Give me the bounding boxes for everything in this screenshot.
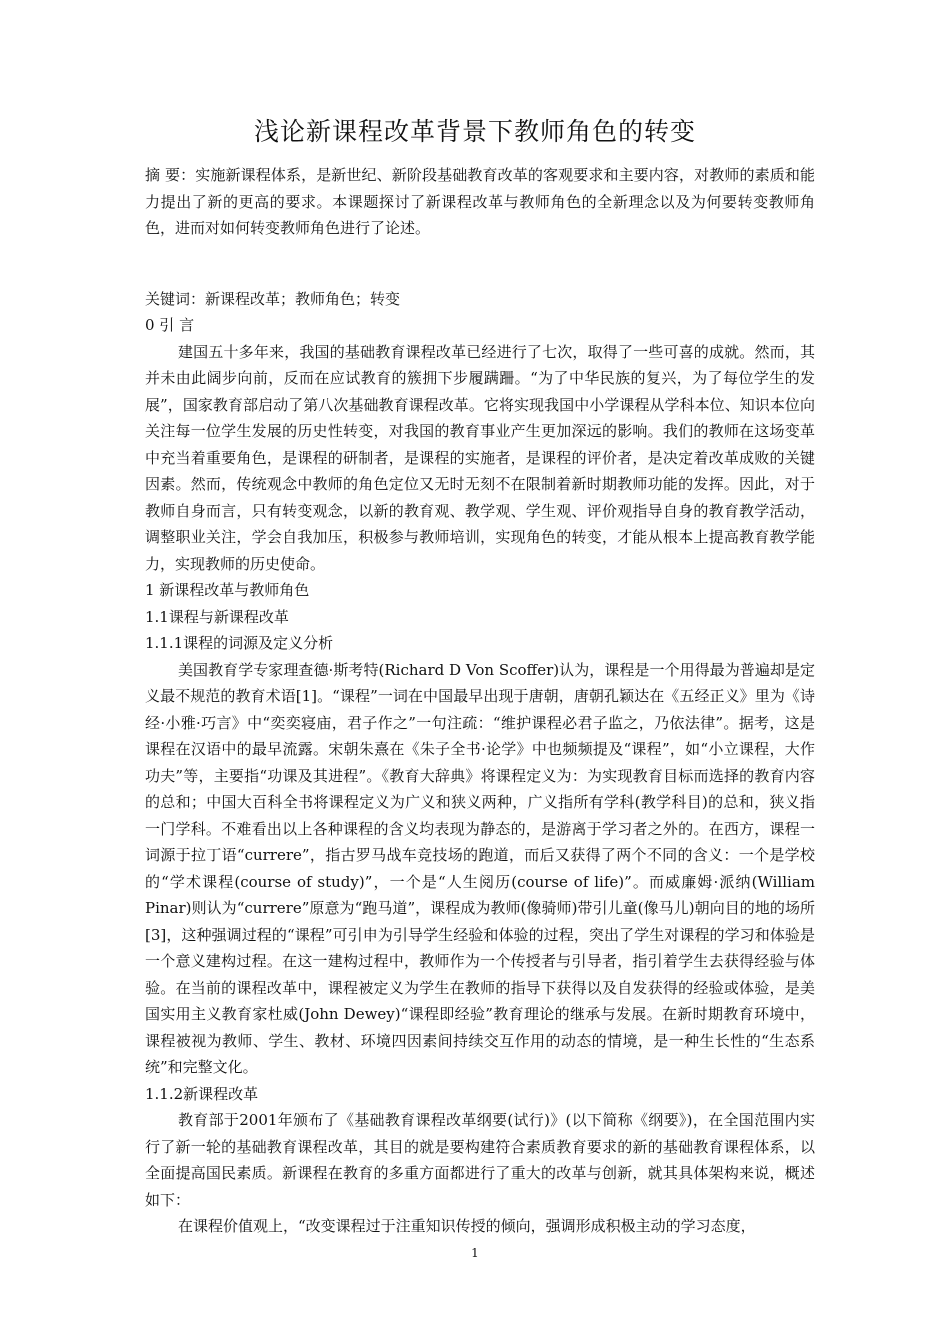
reform-paragraph: 教育部于2001年颁布了《基础教育课程改革纲要(试行)》(以下简称《纲要》)，在全国范围内实行了新一轮的基础教育课程改革，其目的就是要构建符合素质教育要求的新的基础教育课程体系，以全面提高国民素质。新课程在教育的多重方面都进行了重大的改革与创新，就其具体架构来说，概述如下： bbox=[145, 1111, 815, 1209]
curriculum-definition-paragraph: 美国教育学专家理查德·斯考特(Richard D Von Scoffer)认为，课程是一个用得最为普遍却是定义最不规范的教育术语[1]。“课程”一词在中国最早出现于唐朝，唐朝孔颖达在《五经正义》里为《诗经·小雅·巧言》中“奕奕寝庙，君子作之”一句注疏：“维护课程必君子监之，乃依法律”。据考，这是课程在汉语中的最早流露。宋朝朱熹在《朱子全书·论学》中也频频提及“课程”，如“小立课程，大作功夫”等，主要指“功课及其进程”。《教育大辞典》将课程定义为：为实现教育目标而选择的教育内容的总和；中国大百科全书将课程定义为广义和狭义两种，广义指所有学科(教学科目)的总和，狭义指一门学科。不难看出以上各种课程的含义均表现为静态的，是游离于学习者之外的。在西方，课程一词源于拉丁语“currere”，指古罗马战车竞技场的跑道，而后又获得了两个不同的含义：一个是学校的“学术课程(course of study)”，一个是“人生阅历(course of life)”。而威廉姆·派纳(William Pinar)则认为“currere”原意为“跑马道”，课程成为教师(像骑师)带引儿童(像马儿)朝向目的地的场所[3]，这种强调过程的“课程”可引申为引导学生经验和体验的过程，突出了学生对课程的学习和体验是一个意义建构过程。在这一建构过程中，教师作为一个传授者与引导者，指引着学生去获得经验与体验。在当前的课程改革中，课程被定义为学生在教师的指导下获得以及自发获得的经验或体验，是美国实用主义教育家杜威(John Dewey)“课程即经验”教育理论的继承与发展。在新时期教育环境中，课程被视为教师、学生、教材、环境四因素间持续交互作用的动态的情境，是一种生长性的“生态系统”和完整文化。 bbox=[145, 660, 815, 1076]
section-heading-introduction: 0 引 言 bbox=[145, 316, 195, 334]
keywords-line: 关键词：新课程改革；教师角色；转变 bbox=[145, 289, 401, 308]
section-heading-1-1-2: 1.1.2新课程改革 bbox=[145, 1084, 259, 1103]
spacer bbox=[145, 242, 815, 286]
intro-paragraph: 建国五十多年来，我国的基础教育课程改革已经进行了七次，取得了一些可喜的成就。然而，其并未由此阔步向前，反而在应试教育的簇拥下步履蹒跚。“为了中华民族的复兴，为了每位学生的发展”，国家教育部启动了第八次基础教育课程改革。它将实现我国中小学课程从学科本位、知识本位向关注每一位学生发展的历史性转变，对我国的教育事业产生更加深远的影响。我们的教师在这场变革中充当着重要角色，是课程的研制者，是课程的实施者，是课程的评价者，是决定着改革成败的关键因素。然而，传统观念中教师的角色定位又无时无刻不在限制着新时期教师功能的发挥。因此，对于教师自身而言，只有转变观念，以新的教育观、教学观、学生观、评价观指导自身的教育教学活动，调整职业关注，学会自我加压，积极参与教师培训，实现角色的转变，才能从根本上提高教育教学能力，实现教师的历史使命。 bbox=[145, 342, 815, 573]
section-heading-1-1: 1.1课程与新课程改革 bbox=[145, 607, 289, 626]
section-heading-1-1-1: 1.1.1课程的词源及定义分析 bbox=[145, 634, 334, 652]
abstract-paragraph: 摘 要：实施新课程体系，是新世纪、新阶段基础教育改革的客观要求和主要内容，对教师的素质和能力提出了新的更高的要求。本课题探讨了新课程改革与教师角色的全新理念以及为何要转变教师角色，进而对如何转变教师角色进行了论述。 bbox=[145, 166, 815, 237]
document-body bbox=[145, 162, 815, 1240]
section-heading-1: 1 新课程改革与教师角色 bbox=[145, 581, 310, 599]
value-paragraph: 在课程价值观上，“改变课程过于注重知识传授的倾向，强调形成积极主动的学习态度， bbox=[178, 1217, 756, 1235]
document-title: 浅论新课程改革背景下教师角色的转变 bbox=[253, 117, 696, 146]
page-number: 1 bbox=[471, 1246, 479, 1260]
